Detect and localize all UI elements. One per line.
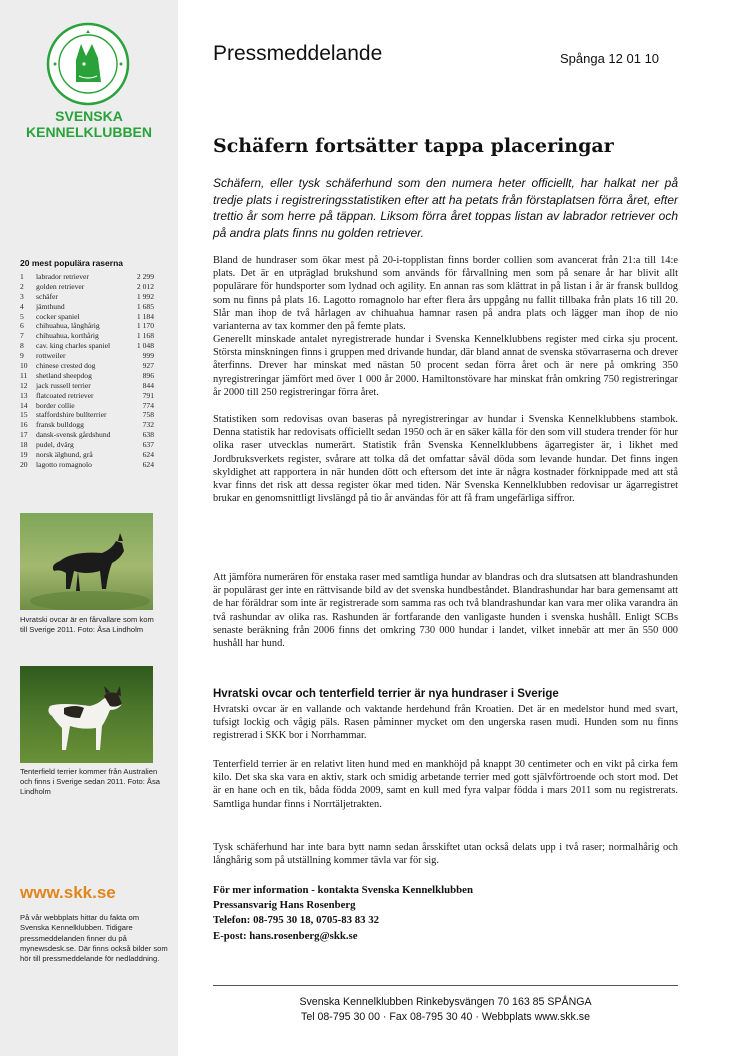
contact-name: Pressansvarig Hans Rosenberg	[213, 899, 356, 912]
list-item	[20, 391, 154, 401]
article-subheading: Hvratski ovcar och tenterfield terrier är nya hundraser i Sverige	[213, 688, 559, 700]
article-paragraph-4: Att jämföra numerären för enstaka raser med samtliga hundar av blandras och dra slutsatsen att blandrashunden är populärast ger inte en rättvisande bild av det svenska hundbeståndet. Blandrashundar har bara gemensamt att de har föräldrar som inte är registrerade som samma ras och två blandrashundar kan vara mer olika varandra än två rashundar av olika ras. Rashunden är fortfarande den vanligaste hunden i svenska hushåll. Enligt SCBs senaste beräkning från 2006 finns det omkring 730 000 hundar i landet, vilket innebär att mer än 550 000 hushåll har hund.	[213, 572, 678, 650]
article-paragraph-2: Generellt minskade antalet nyregistrerade hundar i Svenska Kennelklubbens register med cirka sju procent. Största minskningen finns i gruppen med drivande hundar, där bland annat de svenska stövarraserna och drever återfinns. Drever har minskat med nästan 50 procent sedan förra året och är nere på omkring 350 nyregistreringar jämfört med över 1 000 år 2000. Hamiltonstövare har minskat från omkring 750 registreringar år 2000 till 250 registreringar förra året.	[213, 334, 678, 398]
footer-divider	[213, 985, 678, 986]
breed-rank: 19	[20, 450, 28, 460]
breed-count: 999	[142, 351, 154, 361]
article-paragraph-6: Tenterfield terrier är en relativt liten hund med en mankhöjd på knappt 30 centimeter och en vikt på cirka fem kilo. Det ska ska vara en aktiv, stark och smidig arbetande terrier med gott självförtroende och stort mod. Det är en hane och en tik, båda födda 2009, samt en kull med fyra valpar födda i mars 2011 som nu registrerats. Samtliga hundar finns i Norrtäljetrakten.	[213, 759, 678, 810]
breed-rank: 2	[20, 281, 24, 291]
breed-rank: 20	[20, 459, 28, 469]
list-item	[20, 341, 154, 351]
breed-name: jack russell terrier	[36, 380, 91, 390]
breed-rank: 13	[20, 390, 28, 400]
photo-caption-1: Hvratski ovcar är en fårvallare som kom till Sverige 2011. Foto: Åsa Lindholm	[20, 615, 154, 634]
breed-count: 637	[142, 440, 154, 450]
breed-rank: 18	[20, 440, 28, 450]
list-item	[20, 331, 154, 341]
breed-count: 2 012	[136, 281, 154, 291]
breed-count: 1 168	[136, 331, 154, 341]
breed-name: rottweiler	[36, 351, 66, 361]
breed-name: chihuahua, korthårig	[36, 331, 99, 341]
article-lead: Schäfern, eller tysk schäferhund som den numera heter officiellt, har halkat ner på tredje plats i registreringsstatistiken efter att ha petats från förstaplatsen förra året, efter trettio år som herre på täppan. Liksom förra året toppas listan av labrador retriever och på andra plats finns nu golden retriever.	[213, 176, 678, 241]
article-paragraph-5: Hvratski ovcar är en vallande och vaktande herdehund från Kroatien. Det är en medelstor hund med svart, tufsigt lockig och vågig päls. Rasen påminner mycket om den ungerska rasen mudi. Hunden som nu finns registrerad i SKK bor i Norrhammar.	[213, 704, 678, 742]
list-item	[20, 460, 154, 470]
list-item	[20, 410, 154, 420]
breed-count: 896	[142, 370, 154, 380]
breed-name: schäfer	[36, 291, 58, 301]
breed-count: 624	[142, 459, 154, 469]
breed-rank: 9	[20, 351, 24, 361]
breed-count: 844	[142, 380, 154, 390]
breed-name: cocker spaniel	[36, 311, 80, 321]
breed-rank: 17	[20, 430, 28, 440]
list-item	[20, 302, 154, 312]
breed-name: border collie	[36, 400, 75, 410]
press-date: Spånga 12 01 10	[560, 51, 660, 66]
breed-rank: 15	[20, 410, 28, 420]
breed-name: cav. king charles spaniel	[36, 341, 111, 351]
org-name-line2: KENNELKLUBBEN	[26, 124, 152, 140]
sidebar	[0, 0, 178, 1056]
breed-rank: 14	[20, 400, 28, 410]
breed-count: 1 184	[136, 311, 154, 321]
breed-count: 927	[142, 361, 154, 371]
breed-rank: 12	[20, 380, 28, 390]
breed-count: 774	[142, 400, 154, 410]
breed-name: jämthund	[36, 301, 65, 311]
breed-count: 732	[142, 420, 154, 430]
breed-count: 2 299	[136, 272, 154, 281]
breed-rank: 11	[20, 370, 28, 380]
tenterfield-terrier-photo	[20, 666, 153, 763]
contact-phone: Telefon: 08-795 30 18, 0705-83 83 32	[213, 914, 380, 927]
breed-name: flatcoated retriever	[36, 390, 94, 400]
breed-count: 1 170	[136, 321, 154, 331]
contact-block	[213, 883, 473, 944]
hvratski-ovcar-photo	[20, 513, 153, 610]
website-info-text: På vår webbplats hittar du fakta om Svenska Kennelklubben. Tidigare pressmeddelanden finner du på mynewsdesk.se. Där finns också bilder som hör till pressmeddelande för nedladdning.	[20, 913, 168, 964]
breed-count: 791	[142, 390, 154, 400]
breed-count: 624	[142, 450, 154, 460]
list-item	[20, 351, 154, 361]
dog-photo-2-icon	[20, 666, 153, 763]
breed-rank: 3	[20, 291, 24, 301]
breed-name: lagotto romagnolo	[36, 459, 92, 469]
breed-name: dansk-svensk gårdshund	[36, 430, 111, 440]
list-item	[20, 272, 154, 282]
list-item	[20, 361, 154, 371]
breed-rank: 8	[20, 341, 24, 351]
org-name-line1: SVENSKA	[55, 108, 123, 124]
top-breeds-list	[20, 272, 154, 470]
list-item	[20, 401, 154, 411]
contact-heading: För mer information - kontakta Svenska Kennelklubben	[213, 884, 473, 896]
breed-rank: 7	[20, 331, 24, 341]
breed-rank: 1	[20, 272, 24, 281]
breed-name: pudel, dvärg	[36, 440, 74, 450]
list-item	[20, 420, 154, 430]
list-item	[20, 440, 154, 450]
top-breeds-title: 20 mest populära raserna	[20, 258, 123, 268]
footer-address: Svenska Kennelklubben Rinkebysvängen 70 163 85 SPÅNGA	[299, 996, 592, 1008]
breed-count: 1 685	[136, 301, 154, 311]
list-item	[20, 381, 154, 391]
page-title: Pressmeddelande	[213, 42, 383, 65]
list-item	[20, 450, 154, 460]
breed-count: 1 992	[136, 291, 154, 301]
list-item	[20, 371, 154, 381]
breed-name: chinese crested dog	[36, 361, 96, 371]
list-item	[20, 430, 154, 440]
website-link[interactable]: www.skk.se	[20, 883, 116, 902]
breed-name: shetland sheepdog	[36, 370, 92, 380]
breed-rank: 5	[20, 311, 24, 321]
article-paragraph-3: Statistiken som redovisas ovan baseras på nyregistreringar av hundar i Svenska Kennelklubbens stambok. Denna statistik har redovisats officiellt sedan 1950 och är en säker källa för den som vill studera trender för hur olika raser utvecklas numerärt. Statistik från Svenska Kennelklubbens ägarregister är, i likhet med Jordbruksverkets register, svårare att tolka då det omfattar såväl döda som levande hundar. Det finns ingen skyldighet att rapportera in när hunden dött och eftersom det inte är några kostnader förknippade med att stå kvar finns det risk att dessa register ökar med tiden. När Svenska Kennelklubben redovisar ur ägarregistret brukar en genomsnittligt livslängd på tio år användas för att få fram ungefärliga siffror.	[213, 414, 678, 505]
breed-rank: 6	[20, 321, 24, 331]
breed-name: norsk älghund, grå	[36, 450, 93, 460]
breed-name: golden retriever	[36, 281, 85, 291]
org-name	[0, 108, 178, 140]
contact-email[interactable]: E-post: hans.rosenberg@skk.se	[213, 929, 358, 942]
list-item	[20, 312, 154, 322]
kennel-club-logo-icon	[46, 22, 130, 106]
article-paragraph-7: Tysk schäferhund har inte bara bytt namn sedan årsskiftet utan också delats upp i två raser; normalhårig och långhårig som på utställning kommer tävla var för sig.	[213, 842, 678, 867]
photo-caption-2: Tenterfield terrier kommer från Australien och finns i Sverige sedan 2011. Foto: Åsa Lindholm	[20, 767, 161, 796]
article-headline: Schäfern fortsätter tappa placeringar	[213, 135, 614, 157]
breed-count: 758	[142, 410, 154, 420]
list-item	[20, 282, 154, 292]
list-item	[20, 321, 154, 331]
footer-contact: Tel 08-795 30 00 · Fax 08-795 30 40 · Webbplats www.skk.se	[301, 1011, 590, 1023]
breed-name: chihuahua, långhårig	[36, 321, 100, 331]
breed-name: staffordshire bullterrier	[36, 410, 107, 420]
breed-count: 638	[142, 430, 154, 440]
breed-rank: 4	[20, 301, 24, 311]
list-item	[20, 292, 154, 302]
breed-name: fransk bulldogg	[36, 420, 84, 430]
breed-name: labrador retriever	[36, 272, 89, 281]
article-paragraph-1: Bland de hundraser som ökar mest på 20-i-topplistan finns border collien som avancerat från 21:a till 14:e plats. Det är en utpräglad brukshund som används för fårvallning men som på senare år har blivit allt populärare för hundsporter som lydnad och agility. En annan ras som klättrat in på listan i år är fransk bulldog som nu finns på plats 16. Lagotto romagnolo har efter flera års uppgång nu fallit tillbaka från plats 16 till 20. Slår man ihop de två hårlagen av chihuahua hamnar rasen på andra plats och lägger man ihop de nio varianterna av tax kommer den på femte plats.	[213, 255, 678, 333]
breed-count: 1 048	[136, 341, 154, 351]
dog-photo-1-icon	[20, 513, 153, 610]
breed-rank: 16	[20, 420, 28, 430]
breed-rank: 10	[20, 361, 28, 371]
footer	[213, 995, 678, 1025]
